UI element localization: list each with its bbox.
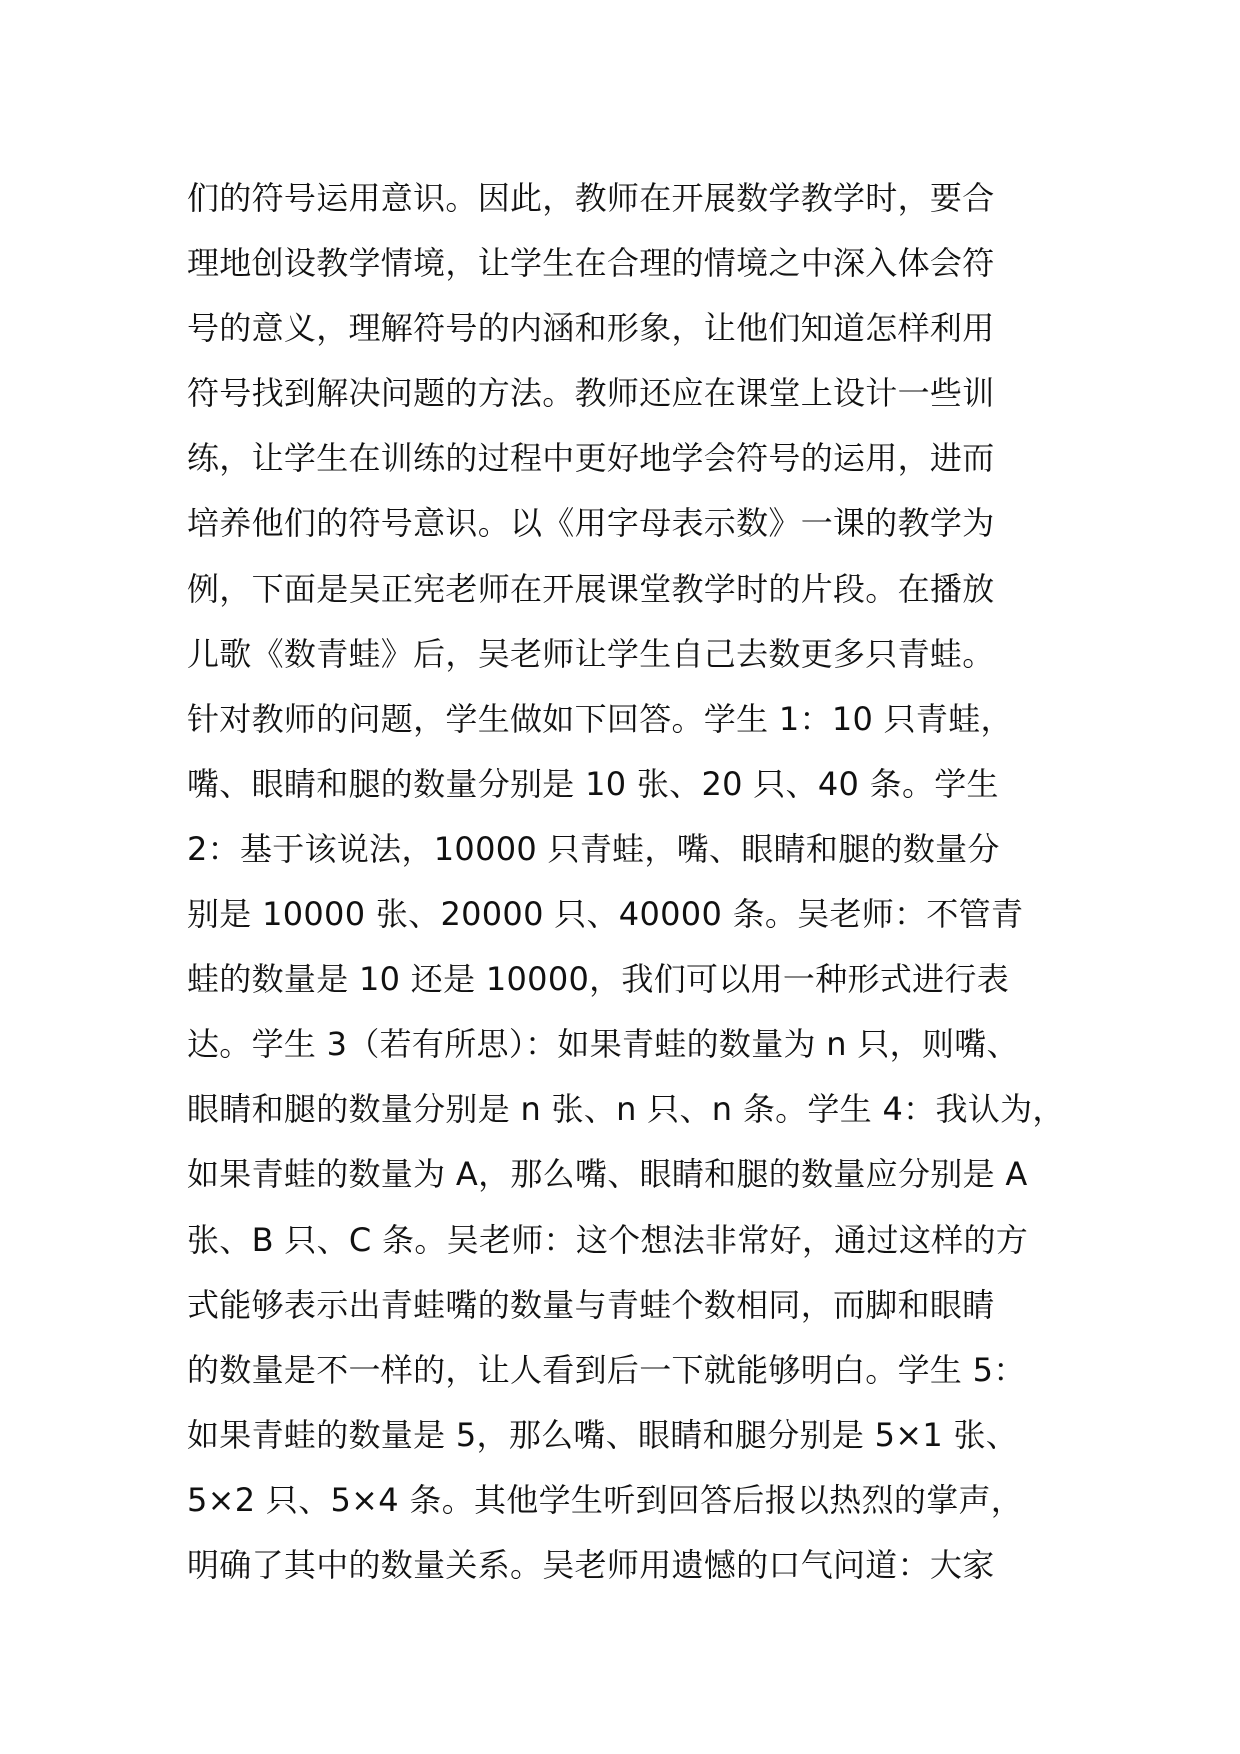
text-line: 如果青蛙的数量为 A，那么嘴、眼睛和腿的数量应分别是 A xyxy=(187,1155,1028,1194)
text-line: 号的意义，理解符号的内涵和形象，让他们知道怎样利用 xyxy=(187,309,995,348)
text-line: 符号找到解决问题的方法。教师还应在课堂上设计一些训 xyxy=(187,374,995,413)
text-line: 别是 10000 张、20000 只、40000 条。吴老师：不管青 xyxy=(187,895,1024,934)
body-text xyxy=(187,166,1087,1598)
text-line: 5×2 只、5×4 条。其他学生听到回答后报以热烈的掌声， xyxy=(187,1480,1024,1519)
text-line: 蛙的数量是 10 还是 10000，我们可以用一种形式进行表 xyxy=(187,960,1010,999)
text-line: 培养他们的符号意识。以《用字母表示数》一课的教学为 xyxy=(187,504,995,543)
text-line: 儿歌《数青蛙》后，吴老师让学生自己去数更多只青蛙。 xyxy=(187,634,995,673)
text-line: 如果青蛙的数量是 5，那么嘴、眼睛和腿分别是 5×1 张、 xyxy=(187,1415,1019,1454)
text-line: 理地创设教学情境，让学生在合理的情境之中深入体会符 xyxy=(187,244,995,283)
text-line: 例，下面是吴正宪老师在开展课堂教学时的片段。在播放 xyxy=(187,569,995,608)
text-line: 针对教师的问题，学生做如下回答。学生 1：10 只青蛙， xyxy=(187,699,1013,738)
text-line: 2：基于该说法，10000 只青蛙，嘴、眼睛和腿的数量分 xyxy=(187,829,1000,868)
text-line: 们的符号运用意识。因此，教师在开展数学教学时，要合 xyxy=(187,179,995,217)
text-line: 练，让学生在训练的过程中更好地学会符号的运用，进而 xyxy=(187,439,995,478)
text-line: 眼睛和腿的数量分别是 n 张、n 只、n 条。学生 4：我认为， xyxy=(187,1090,1065,1129)
text-line: 达。学生 3（若有所思）：如果青蛙的数量为 n 只，则嘴、 xyxy=(187,1025,1019,1064)
text-line: 张、B 只、C 条。吴老师：这个想法非常好，通过这样的方 xyxy=(187,1220,1029,1259)
text-line: 嘴、眼睛和腿的数量分别是 10 张、20 只、40 条。学生 xyxy=(187,764,999,803)
text-line: 明确了其中的数量关系。吴老师用遗憾的口气问道：大家 xyxy=(187,1545,995,1584)
text-line: 式能够表示出青蛙嘴的数量与青蛙个数相同，而脚和眼睛 xyxy=(187,1285,995,1324)
text-line: 的数量是不一样的，让人看到后一下就能够明白。学生 5： xyxy=(187,1350,1026,1389)
